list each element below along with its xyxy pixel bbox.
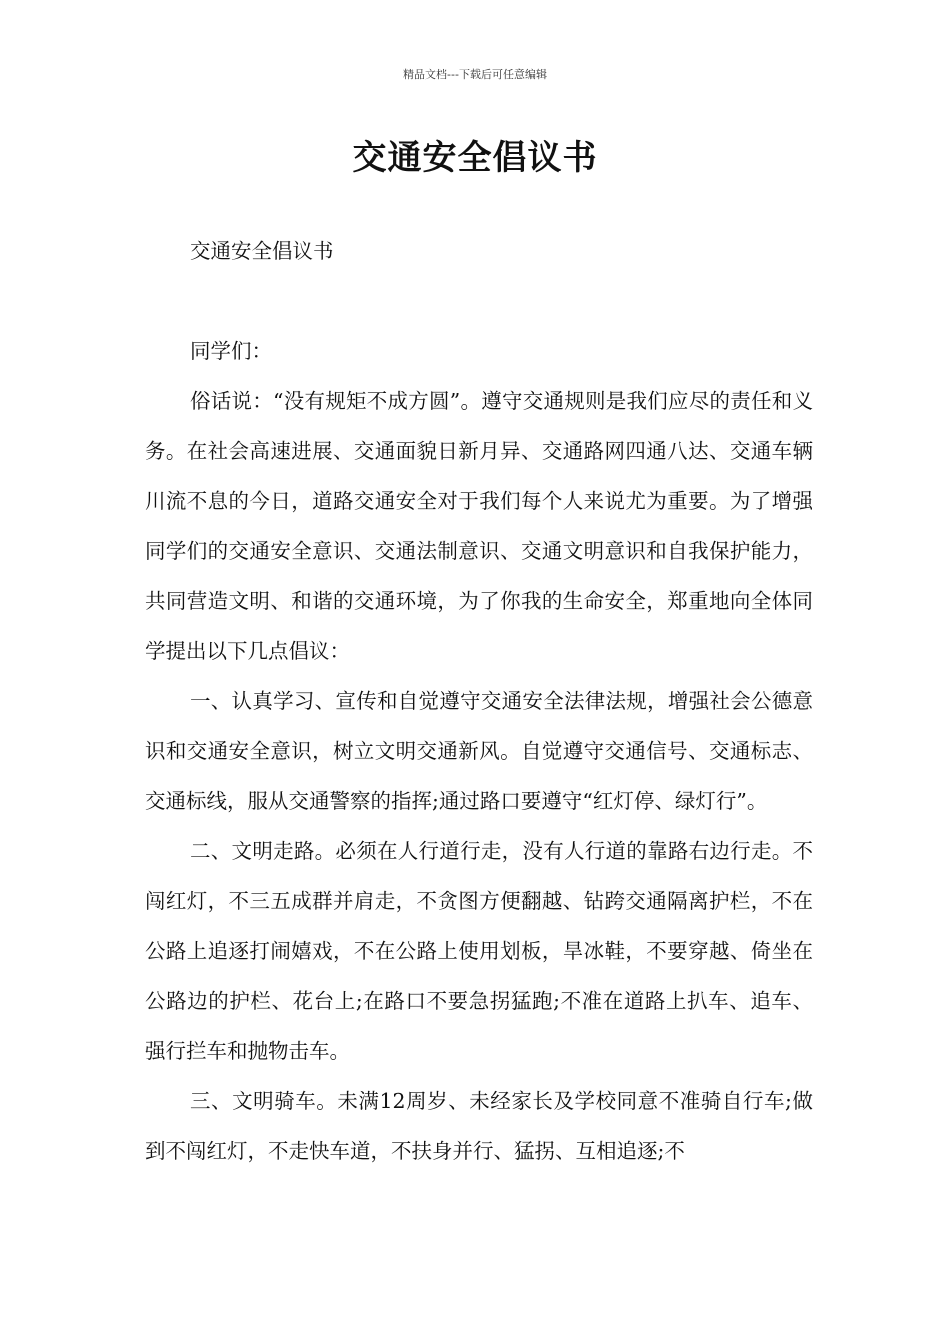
document-body — [145, 326, 813, 1176]
header-note: 精品文档---下载后可任意编辑 — [403, 68, 547, 81]
document-subtitle: 交通安全倡议书 — [190, 239, 334, 263]
page-title: 交通安全倡议书 — [352, 138, 598, 178]
paragraph-point-3: 三、文明骑车。未满12周岁、未经家长及学校同意不准骑自行车;做到不闯红灯，不走快车道，不扶身并行、猛拐、互相追逐;不 — [145, 1089, 813, 1163]
paragraph-point-1: 一、认真学习、宣传和自觉遵守交通安全法律法规，增强社会公德意识和交通安全意识，树立文明交通新风。自觉遵守交通信号、交通标志、交通标线，服从交通警察的指挥;通过路口要遵守“红灯停、绿灯行”。 — [145, 689, 813, 813]
paragraph-point-2: 二、文明走路。必须在人行道行走，没有人行道的靠路右边行走。不闯红灯，不三五成群并肩走，不贪图方便翻越、钻跨交通隔离护栏，不在公路上追逐打闹嬉戏，不在公路上使用划板，旱冰鞋，不要穿越、倚坐在公路边的护栏、花台上;在路口不要急拐猛跑;不准在道路上扒车、追车、强行拦车和抛物击车。 — [145, 839, 813, 1063]
paragraph-intro: 俗话说：“没有规矩不成方圆”。遵守交通规则是我们应尽的责任和义务。在社会高速进展、交通面貌日新月异、交通路网四通八达、交通车辆川流不息的今日，道路交通安全对于我们每个人来说尤为重要。为了增强同学们的交通安全意识、交通法制意识、交通文明意识和自我保护能力，共同营造文明、和谐的交通环境，为了你我的生命安全，郑重地向全体同学提出以下几点倡议： — [145, 389, 813, 663]
greeting: 同学们： — [190, 339, 272, 363]
